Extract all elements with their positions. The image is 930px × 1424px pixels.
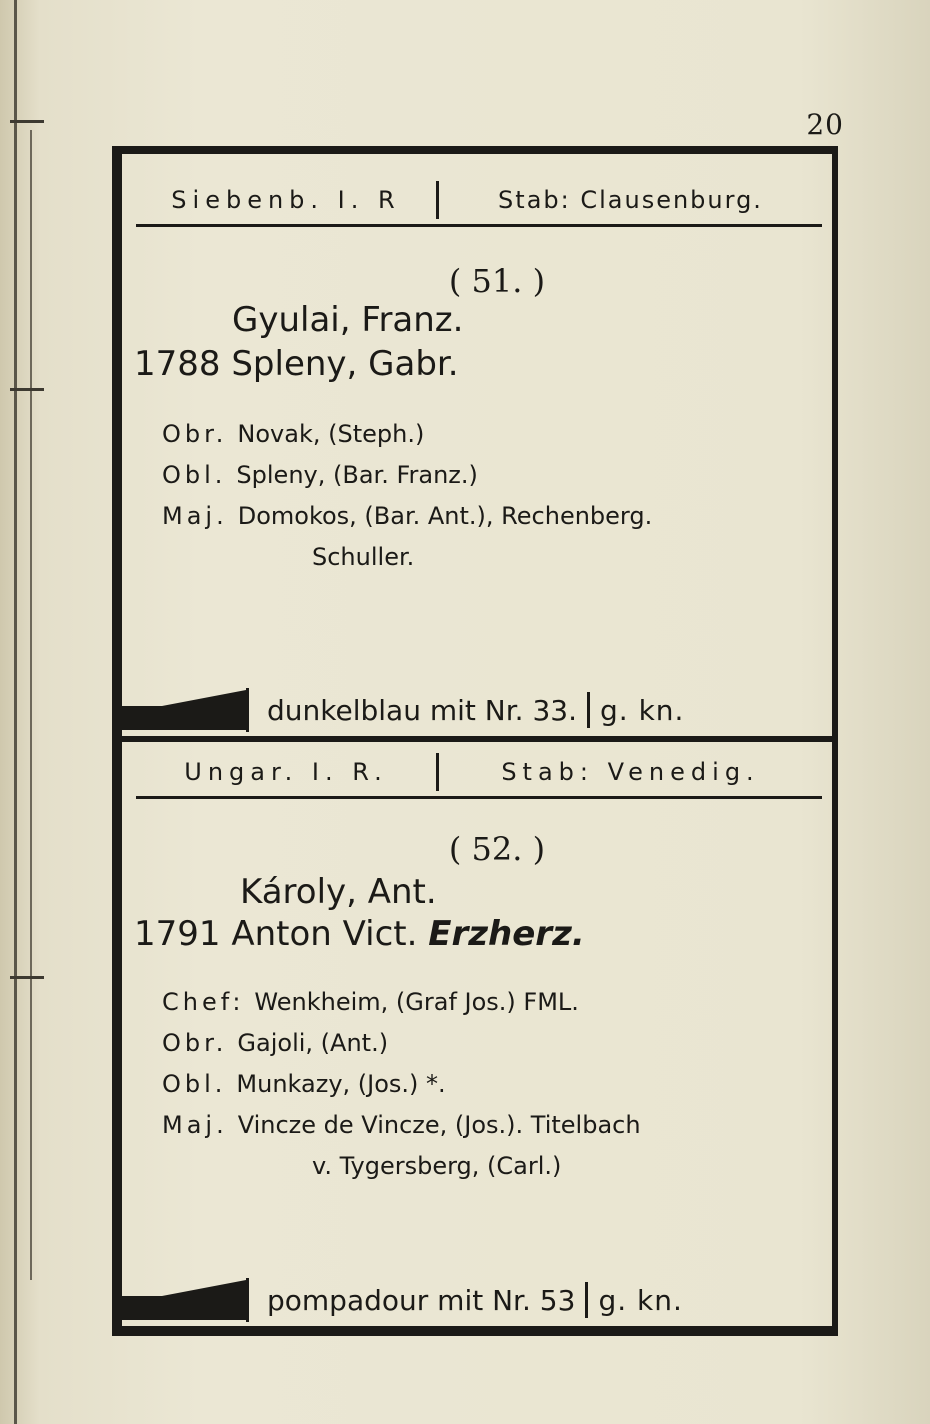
staff-location: Stab: Clausenburg. [498,186,763,214]
officer-row [162,1105,641,1146]
officer-rank: Obl. [162,461,227,489]
officer-name: Gajoli, (Ant.) [237,1029,389,1057]
binding-line [14,0,17,1424]
officer-name: Wenkheim, (Graf Jos.) FML. [254,988,579,1016]
officer-name: Munkazy, (Jos.) *. [236,1070,446,1098]
entry-footer [122,1274,826,1326]
button-color: g. kn. [600,693,685,727]
facing-color: dunkelblau mit Nr. 33. [246,688,577,732]
footer-separator [585,1282,588,1318]
officer-rank: Maj. [162,502,228,530]
officer-rank: Maj. [162,1111,228,1139]
officer-rank: Obr. [162,420,228,448]
regiment-entry [112,146,838,736]
year: 1788 [134,344,221,384]
entry-header [136,748,822,799]
officer-row [162,455,652,496]
officer-name: Novak, (Steph.) [237,420,425,448]
proprietor: Károly, Ant. [240,872,437,912]
footer-separator [587,692,590,728]
proprietor: Gyulai, Franz. [232,300,464,340]
year: 1791 [134,914,221,954]
wedge-ornament [122,1280,246,1320]
officer-list [162,982,641,1187]
second-proprietor-line [134,914,585,954]
margin-tick [10,388,44,391]
regiment-name: Ungar. I. R. [184,758,388,786]
margin-rule [30,130,32,1280]
page-number: 20 [806,108,844,141]
officer-rank: Chef: [162,988,245,1016]
officer-row [162,496,652,537]
officer-continuation: v. Tygersberg, (Carl.) [312,1152,562,1180]
button-color: g. kn. [598,1283,683,1317]
officer-row [162,414,652,455]
officer-row [162,982,641,1023]
officer-name: Vincze de Vincze, (Jos.). Titelbach [237,1111,641,1139]
second-proprietor-line [134,344,459,384]
regiment-number: ( 52. ) [448,830,546,868]
officer-rank: Obl. [162,1070,227,1098]
margin-tick [10,120,44,123]
regiment-name: Siebenb. I. R [171,186,401,214]
second-proprietor: Anton Vict. [231,914,418,954]
officer-name: Spleny, (Bar. Franz.) [236,461,478,489]
second-proprietor-title: Erzherz. [428,914,585,954]
margin-tick [10,976,44,979]
facing-color: pompadour mit Nr. 53 [246,1278,575,1322]
officer-row [162,1064,641,1105]
officer-list [162,414,652,578]
officer-continuation: Schuller. [312,543,415,571]
regiment-number: ( 51. ) [448,262,546,300]
officer-row [162,1023,641,1064]
regiment-entry [112,736,838,1336]
entry-header [136,176,822,227]
entry-footer [122,684,826,736]
second-proprietor: Spleny, Gabr. [231,344,459,384]
wedge-ornament [122,690,246,730]
staff-location: Stab: Venedig. [501,758,760,786]
officer-name: Domokos, (Bar. Ant.), Rechenberg. [237,502,653,530]
officer-rank: Obr. [162,1029,228,1057]
